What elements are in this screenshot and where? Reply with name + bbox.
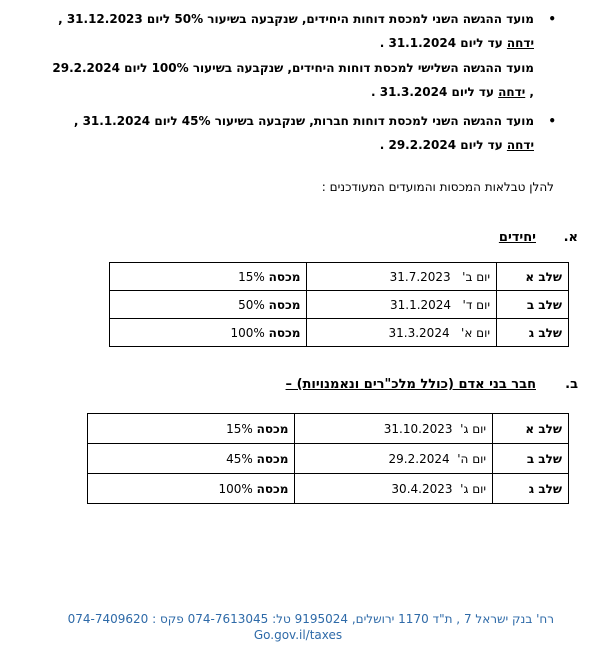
rate-label: מכסה [268,297,301,312]
stage-cell: שלב ב [493,444,569,474]
bullet-2-line-2-rest: עד ליום 31.3.2024 . [370,85,499,99]
bullet-2-line-2-pre: , [525,85,534,99]
date-cell [295,414,493,444]
rate-value: 15% [226,421,253,436]
table-row [110,291,569,319]
postponed-word: ידחה [506,36,534,50]
rate-cell [110,263,307,291]
date-value: 31.7.2023 [389,269,451,284]
bullet-3-line-2 [380,138,534,152]
postponed-word: ידחה [506,138,534,152]
rate-value: 45% [226,451,253,466]
day-label: יום ג' [460,481,487,496]
section-a-table [109,262,569,347]
section-b-title: חבר בני אדם (כולל מלכ"רים ונאמנויות) – [285,377,536,392]
bullet-dot-3: • [548,114,556,128]
intro-text: להלן טבלאות המכסות והמועדים המעודכנים : [321,180,554,194]
footer-url[interactable]: Go.gov.il/taxes [253,628,343,642]
rate-value: 100% [230,325,265,340]
section-b-table [87,413,569,504]
rate-value: 15% [238,269,265,284]
table-row [110,263,569,291]
date-value: 31.10.2023 [383,421,453,436]
bullet-1-line-2-rest: עד ליום 31.1.2024 . [379,36,507,50]
rate-value: 50% [238,297,265,312]
table-row [88,444,569,474]
bullet-3-line-2-rest: עד ליום 29.2.2024 . [379,138,507,152]
bullet-2-line-1: מועד ההגשה השלישי למכסת דוחות היחידים, שנקבעה בשיעור 100% ליום 29.2.2024 [52,61,534,75]
table-row [88,474,569,504]
rate-cell [110,291,307,319]
bullet-dot-1: • [548,12,556,26]
rate-label: מכסה [256,451,289,466]
stage-cell: שלב א [497,263,569,291]
section-b-letter: ב. [565,377,578,392]
rate-cell [88,474,295,504]
footer-address: רח' בנק ישראל 7 , ת"ד 1170 ירושלים, 9195024 טל: 074-7613045 פקס : 074-7409620 [67,612,554,626]
section-b-heading [0,377,596,395]
date-cell [295,474,493,504]
rate-cell [110,319,307,347]
bullet-1-line-1: מועד ההגשה השני למכסת דוחות היחידים, שנקבעה בשיעור 50% ליום 31.12.2023 , [58,12,534,26]
bullet-2-line-2 [371,85,534,99]
section-a-heading [0,230,596,248]
day-label: יום ג' [460,421,487,436]
rate-label: מכסה [268,325,301,340]
date-cell [307,291,497,319]
postponed-word: ידחה [498,85,526,99]
date-cell [295,444,493,474]
bullet-1-line-2 [380,36,534,50]
rate-value: 100% [218,481,253,496]
table-row [88,414,569,444]
date-value: 31.1.2024 [389,297,452,312]
stage-cell: שלב ב [497,291,569,319]
rate-label: מכסה [256,481,289,496]
stage-cell: שלב א [493,414,569,444]
date-value: 30.4.2023 [391,481,453,496]
stage-cell: שלב ג [493,474,569,504]
bullet-3-line-1: מועד ההגשה השני למכסת דוחות חברות, שנקבעה בשיעור 45% ליום 31.1.2024 , [73,114,534,128]
date-value: 29.2.2024 [388,451,450,466]
table-row [110,319,569,347]
date-cell [307,319,497,347]
day-label: יום ה' [457,451,487,466]
rate-label: מכסה [256,421,289,436]
rate-cell [88,414,295,444]
day-label: יום ד' [462,297,491,312]
rate-cell [88,444,295,474]
section-a-letter: א. [563,230,578,245]
day-label: יום ב' [462,269,491,284]
date-value: 31.3.2024 [388,325,450,340]
day-label: יום א' [461,325,491,340]
rate-label: מכסה [268,269,301,284]
stage-cell: שלב ג [497,319,569,347]
date-cell [307,263,497,291]
section-a-title: יחידים [498,230,536,245]
